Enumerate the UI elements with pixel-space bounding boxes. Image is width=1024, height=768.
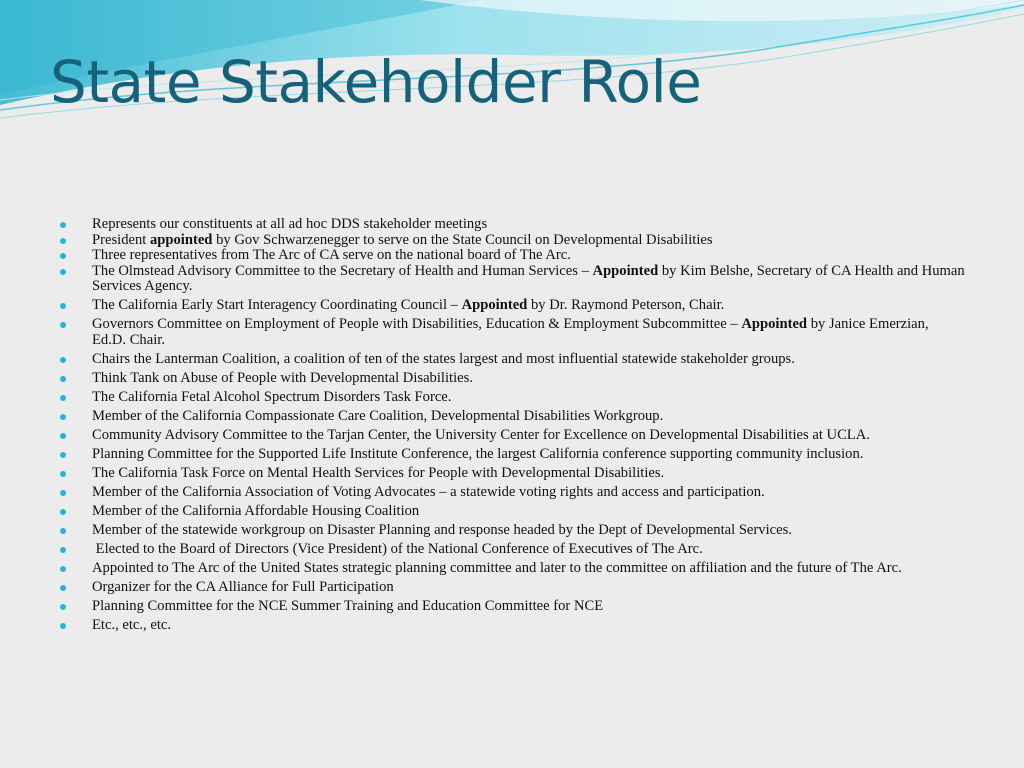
- bullet-icon: [60, 509, 66, 515]
- list-item: [60, 599, 965, 615]
- list-item-text: Appointed to The Arc of the United States strategic planning committee and later to the committee on affiliation and the future of The Arc.: [92, 559, 902, 576]
- list-item-text: Chairs the Lanterman Coalition, a coalition of ten of the states largest and most influential statewide stakeholder groups.: [92, 350, 795, 367]
- list-item-text-post: by Dr. Raymond Peterson, Chair.: [527, 297, 725, 313]
- list-item: [60, 428, 965, 444]
- list-item-text: The California Fetal Alcohol Spectrum Disorders Task Force.: [92, 388, 452, 405]
- list-item: [60, 523, 965, 539]
- list-item-text: Three representatives from The Arc of CA serve on the national board of The Arc.: [92, 247, 571, 263]
- list-item-text-post: by Gov Schwarzenegger to serve on the State Council on Developmental Disabilities: [212, 231, 713, 248]
- list-item-text: Planning Committee for the Supported Life Institute Conference, the largest California conference supporting community inclusion.: [92, 445, 864, 462]
- list-item-text-bold: appointed: [149, 231, 213, 248]
- bullet-icon: [60, 269, 66, 275]
- list-item: [60, 466, 965, 482]
- list-item: [60, 371, 965, 387]
- list-item-text-pre: The Olmstead Advisory Committee to the Secretary of Health and Human Services –: [92, 262, 593, 279]
- list-item-text-pre: President: [92, 231, 150, 248]
- list-item-text: The California Task Force on Mental Health Services for People with Developmental Disabilities.: [92, 464, 665, 481]
- list-item-text: Represents our constituents at all ad hoc DDS stakeholder meetings: [92, 216, 488, 232]
- bullet-icon: [60, 585, 66, 591]
- bullet-icon: [60, 566, 66, 572]
- list-item-text: Organizer for the CA Alliance for Full Participation: [92, 578, 394, 595]
- list-item: [60, 248, 965, 264]
- bullet-icon: [60, 395, 66, 401]
- bullet-icon: [60, 623, 66, 629]
- list-item: [60, 580, 965, 596]
- bullet-icon: [60, 357, 66, 363]
- bullet-icon: [60, 604, 66, 610]
- bullet-icon: [60, 471, 66, 477]
- bullet-icon: [60, 547, 66, 553]
- list-item: [60, 561, 965, 577]
- list-item-text-pre: The California Early Start Interagency Coordinating Council –: [92, 297, 462, 313]
- list-item: [60, 264, 965, 295]
- list-item-text: Elected to the Board of Directors (Vice President) of the National Conference of Executives of The Arc.: [92, 540, 703, 557]
- list-item: [60, 217, 965, 233]
- list-item-text-bold: Appointed: [741, 316, 808, 332]
- bullet-icon: [60, 222, 66, 228]
- list-item: [60, 542, 965, 558]
- list-item-text: Think Tank on Abuse of People with Developmental Disabilities.: [92, 369, 473, 386]
- list-item-text-post: by Kim Belshe, Secretary of CA Health and Human Services Agency.: [92, 262, 965, 294]
- list-item-text-pre: Governors Committee on Employment of People with Disabilities, Education & Employment Subcommittee –: [92, 316, 742, 332]
- list-item: [60, 233, 965, 249]
- list-item: [60, 409, 965, 425]
- list-item-text: Community Advisory Committee to the Tarjan Center, the University Center for Excellence on Developmental Disabilities at UCLA.: [92, 426, 870, 443]
- list-item-text: Member of the California Association of Voting Advocates – a statewide voting rights and access and participation.: [92, 483, 765, 500]
- bullet-icon: [60, 322, 66, 328]
- list-item-text-post: by Janice Emerzian, Ed.D. Chair.: [92, 316, 929, 348]
- bullet-icon: [60, 238, 66, 244]
- list-item: [60, 298, 965, 314]
- bullet-icon: [60, 490, 66, 496]
- bullet-icon: [60, 528, 66, 534]
- list-item-text: Member of the California Affordable Housing Coalition: [92, 502, 420, 519]
- bullet-list: [60, 217, 965, 633]
- list-item: [60, 504, 965, 520]
- bullet-icon: [60, 303, 66, 309]
- bullet-icon: [60, 452, 66, 458]
- list-item: [60, 390, 965, 406]
- list-item-text-bold: Appointed: [461, 297, 528, 313]
- list-item: [60, 485, 965, 501]
- bullet-icon: [60, 433, 66, 439]
- bullet-icon: [60, 376, 66, 382]
- list-item-text: Member of the California Compassionate Care Coalition, Developmental Disabilities Workgroup.: [92, 407, 664, 424]
- list-item-text-bold: Appointed: [592, 262, 659, 279]
- bullet-icon: [60, 414, 66, 420]
- list-item: [60, 447, 965, 463]
- list-item: [60, 317, 965, 348]
- page-title: State Stakeholder Role: [50, 48, 702, 116]
- list-item: [60, 618, 965, 634]
- list-item-text: Planning Committee for the NCE Summer Training and Education Committee for NCE: [92, 597, 604, 614]
- list-item-text: Etc., etc., etc.: [92, 616, 172, 633]
- bullet-icon: [60, 253, 66, 259]
- list-item: [60, 352, 965, 368]
- list-item-text: Member of the statewide workgroup on Disaster Planning and response headed by the Dept of Developmental Services.: [92, 521, 792, 538]
